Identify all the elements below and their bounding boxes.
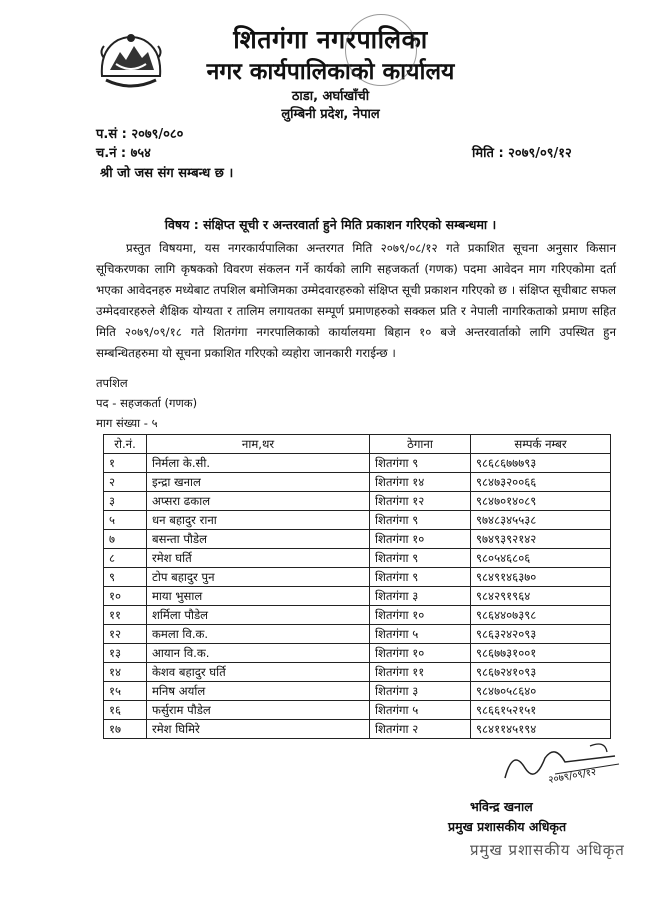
demand-label: माग संख्या - ५ (96, 416, 158, 430)
cell-serial: १ (104, 454, 147, 473)
cell-contact: ९८६७७३१००१ (471, 644, 611, 663)
cell-serial: १२ (104, 625, 147, 644)
candidate-table (103, 434, 611, 739)
table-row (104, 663, 611, 682)
cell-address: शितगंगा ५ (370, 701, 471, 720)
cell-serial: १३ (104, 644, 147, 663)
table-row (104, 511, 611, 530)
cell-address: शितगंगा ९ (370, 568, 471, 587)
table-row (104, 644, 611, 663)
table-header-row (104, 435, 611, 454)
cell-name: शर्मिला पौडेल (147, 606, 370, 625)
cell-serial: १५ (104, 682, 147, 701)
municipality-title: शितगंगा नगरपालिका (233, 25, 428, 54)
cell-address: शितगंगा १२ (370, 492, 471, 511)
office-location: ठाडा, अर्घाखाँची (291, 89, 370, 104)
cell-address: शितगंगा ५ (370, 625, 471, 644)
cell-contact: ९८४११४५१९४ (471, 720, 611, 739)
cell-name: केशव बहादुर घर्ति (147, 663, 370, 682)
dispatch-number: च.नं : ७५४ (96, 146, 151, 161)
cell-address: शितगंगा १० (370, 606, 471, 625)
post-label: पद - सहजकर्ता (गणक) (96, 396, 198, 410)
cell-serial: ५ (104, 511, 147, 530)
letter-date: मिति : २०७९/०९/१२ (472, 146, 572, 161)
cell-name: आयान वि.क. (147, 644, 370, 663)
subject-line: विषय : संक्षिप्त सूची र अन्तरवार्ता हुने मिति प्रकाशन गरिएको सम्बन्धमा । (164, 217, 497, 232)
office-stamp (345, 14, 417, 86)
cell-contact: ९८४७०५८६४० (471, 682, 611, 701)
table-row (104, 530, 611, 549)
cell-serial: ७ (104, 530, 147, 549)
addressee: श्री जो जस संग सम्बन्ध छ । (100, 166, 234, 181)
cell-contact: ९८६३२४२०९३ (471, 625, 611, 644)
table-row (104, 568, 611, 587)
cell-name: अप्सरा ढकाल (147, 492, 370, 511)
reference-number: प.सं : २०७९/०८० (96, 127, 184, 142)
table-row (104, 549, 611, 568)
col-address: ठेगाना (370, 435, 471, 454)
col-name: नाम,थर (147, 435, 370, 454)
cell-contact: ९८०५४६८०६ (471, 549, 611, 568)
cell-contact: ९८४२९१९६४ (471, 587, 611, 606)
cell-name: मनिष अर्याल (147, 682, 370, 701)
cell-name: निर्मला के.सी. (147, 454, 370, 473)
cell-contact: ९८६६१५२१५१ (471, 701, 611, 720)
cell-contact: ९८६४४०७३९८ (471, 606, 611, 625)
cell-serial: १७ (104, 720, 147, 739)
cell-address: शितगंगा २ (370, 720, 471, 739)
table-row (104, 492, 611, 511)
cell-address: शितगंगा ११ (370, 663, 471, 682)
cell-contact: ९८४७३२००६६ (471, 473, 611, 492)
cell-address: शितगंगा ९ (370, 511, 471, 530)
cell-name: कमला वि.क. (147, 625, 370, 644)
cell-address: शितगंगा ९ (370, 454, 471, 473)
cell-contact: ९८४७०१४०८९ (471, 492, 611, 511)
table-row (104, 454, 611, 473)
cell-name: रमेश घिमिरे (147, 720, 370, 739)
signatory-title: प्रमुख प्रशासकीय अधिकृत (448, 819, 567, 834)
table-row (104, 587, 611, 606)
cell-name: बसन्ता पौडेल (147, 530, 370, 549)
cell-address: शितगंगा ९ (370, 549, 471, 568)
cell-serial: ९ (104, 568, 147, 587)
table-row (104, 473, 611, 492)
signatory-name: भविन्द्र खनाल (470, 799, 533, 814)
handwritten-date: २०७९/०९/१२ (547, 766, 598, 787)
cell-serial: ११ (104, 606, 147, 625)
cell-contact: ९७४९३९२१४२ (471, 530, 611, 549)
cell-serial: ८ (104, 549, 147, 568)
office-province: लुम्बिनी प्रदेश, नेपाल (281, 107, 380, 122)
cell-address: शितगंगा १० (370, 530, 471, 549)
cell-serial: १० (104, 587, 147, 606)
cell-name: टोप बहादुर पुन (147, 568, 370, 587)
table-row (104, 701, 611, 720)
cell-name: धन बहादुर राना (147, 511, 370, 530)
col-serial: रो.नं. (104, 435, 147, 454)
table-row (104, 606, 611, 625)
cell-contact: ९८६७२४१०९३ (471, 663, 611, 682)
cell-name: फर्सुराम पौडेल (147, 701, 370, 720)
cell-address: शितगंगा १४ (370, 473, 471, 492)
cell-serial: ३ (104, 492, 147, 511)
cell-address: शितगंगा १० (370, 644, 471, 663)
col-contact: सम्पर्क नम्बर (471, 435, 611, 454)
cell-address: शितगंगा ३ (370, 587, 471, 606)
table-row (104, 682, 611, 701)
cell-contact: ९८४९१४६३७० (471, 568, 611, 587)
cell-serial: १६ (104, 701, 147, 720)
cell-serial: १४ (104, 663, 147, 682)
cell-name: माया भुसाल (147, 587, 370, 606)
cell-serial: २ (104, 473, 147, 492)
table-row (104, 720, 611, 739)
table-row (104, 625, 611, 644)
tapsil-label: तपशिल (96, 376, 128, 390)
cell-contact: ९७४८३४५५३८ (471, 511, 611, 530)
cell-address: शितगंगा ३ (370, 682, 471, 701)
cell-contact: ९८६८६७७७९३ (471, 454, 611, 473)
office-title: नगर कार्यपालिकाको कार्यालय (206, 59, 455, 85)
signatory-stamp: प्रमुख प्रशासकीय अधिकृत (470, 841, 625, 859)
cell-name: रमेश घर्ति (147, 549, 370, 568)
notice-body: प्रस्तुत विषयमा, यस नगरकार्यपालिका अन्तरगत मिति २०७९/०८/१२ गते प्रकाशित सूचना अनुसार किसान सूचिकरणका लागि कृषकको विवरण संकलन गर्ने कार्यको लागि सहजकर्ता (गणक) पदमा आवेदन माग गरिएकोमा दर्ता भएका आवेदनहरु मध्येबाट तपशिल बमोजिमका उम्मेदवारहरुको संक्षिप्त सूची प्रकाशन गरिएको छ । संक्षिप्त सूचीबाट सफल उम्मेदवारहरुले शैक्षिक योग्यता र तालिम लगायतका सम्पूर्ण प्रमाणहरुको सक्कल प्रति र नेपाली नागरिकताको प्रमाण सहित मिति २०७९/०९/१८ गते शितगंगा नगरपालिकाको कार्यालयमा बिहान १० बजे अन्तरवार्ताको लागि उपस्थित हुन सम्बन्धितहरुमा यो सूचना प्रकाशित गरिएको व्यहोरा जानकारी गराईन्छ । (96, 241, 616, 360)
cell-name: इन्द्रा खनाल (147, 473, 370, 492)
